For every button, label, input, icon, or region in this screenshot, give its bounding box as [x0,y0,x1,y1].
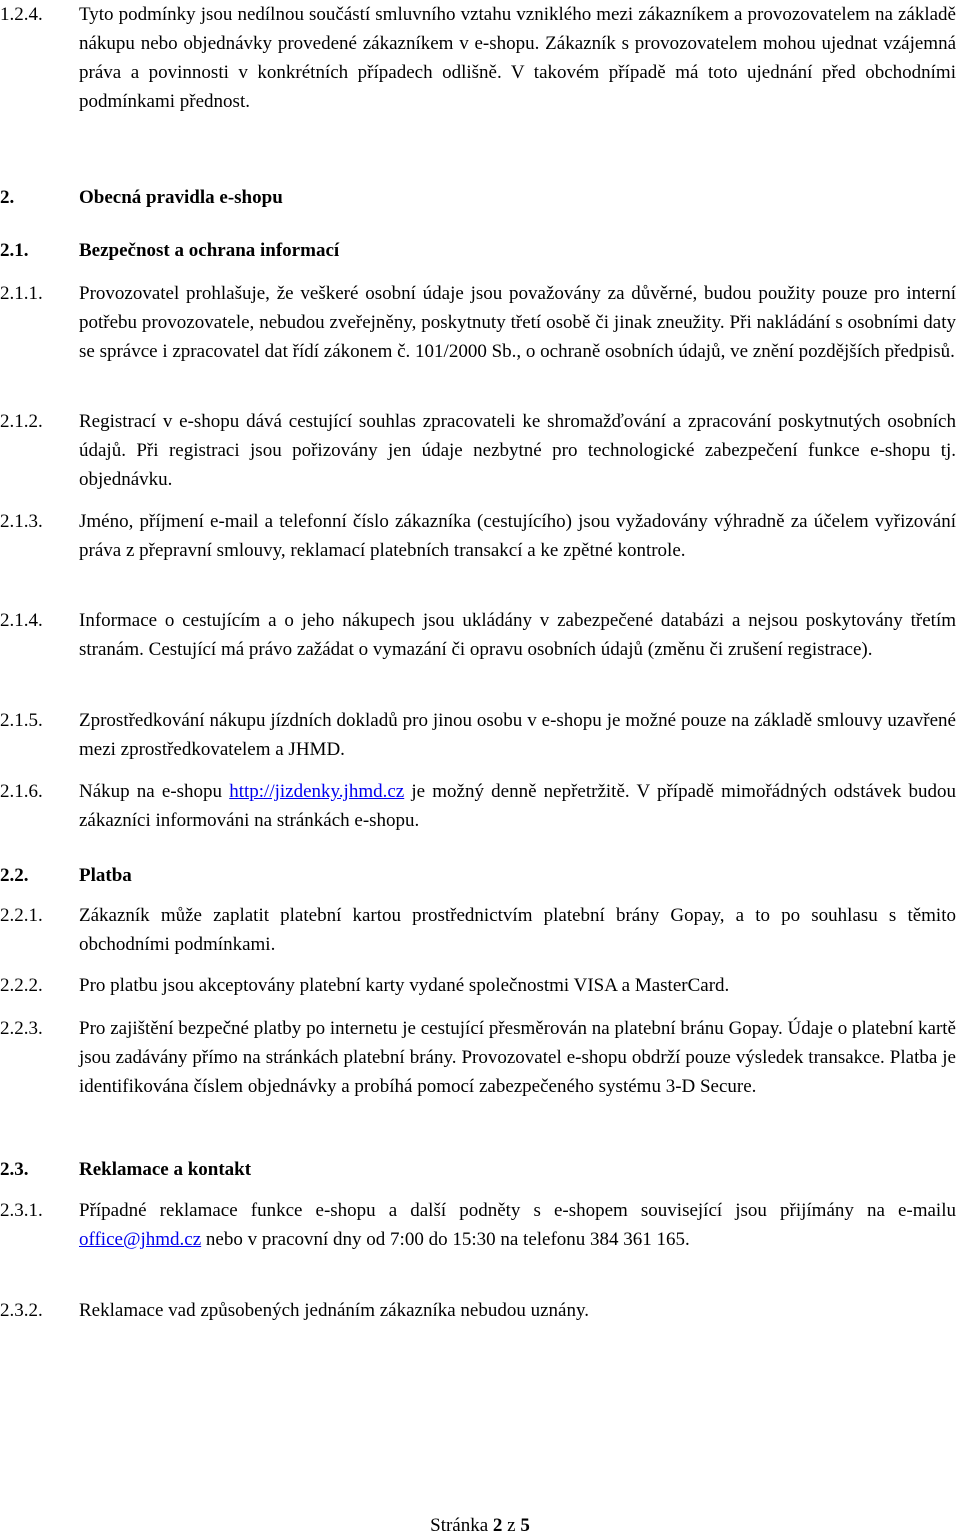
clause-number: 2.2.2. [0,975,43,996]
clause-text [79,777,956,835]
page-label: Stránka [430,1515,489,1536]
clause-number: 2.3.1. [0,1200,43,1221]
section-number: 2.3. [0,1159,29,1180]
clause-2-1-2 [0,407,956,494]
page-total: 5 [520,1515,530,1536]
clause-number: 2.1.3. [0,511,43,532]
eshop-link[interactable]: http://jizdenky.jhmd.cz [229,781,405,802]
clause-text: Pro platbu jsou akceptovány platební karty vydané společnostmi VISA a MasterCard. [79,975,730,996]
clause-text: Registrací v e-shopu dává cestující souhlas zpracovateli ke shromažďování a zpracování poskytnutých osobních údajů. Při registraci jsou pořizovány jen údaje nezbytné pro technologické zabezpečení funkce e-shopu tj. objednávku. [79,411,956,490]
clause-2-2-2 [0,971,956,1000]
clause-2-1-1 [0,279,956,366]
clause-number: 2.2.1. [0,905,43,926]
section-number: 2.2. [0,865,29,886]
page-separator: z [507,1515,516,1536]
clause-number: 2.1.6. [0,781,43,802]
clause-number: 1.2.4. [0,4,43,25]
section-heading-2-3 [0,1155,956,1184]
clause-number: 2.3.2. [0,1300,43,1321]
clause-text: Zákazník může zaplatit platební kartou prostřednictvím platební brány Gopay, a to po souhlasu s těmito obchodními podmínkami. [79,905,956,955]
clause-2-1-4 [0,606,956,664]
section-title: Platba [79,865,132,886]
clause-2-2-3 [0,1014,956,1101]
clause-2-3-2 [0,1296,956,1325]
clause-number: 2.2.3. [0,1018,43,1039]
clause-text [79,1196,956,1254]
page-current: 2 [492,1515,503,1536]
section-number: 2. [0,187,15,208]
clause-2-1-6 [0,777,956,835]
clause-1-2-4 [0,0,956,116]
clause-text-after: nebo v pracovní dny od 7:00 do 15:30 na telefonu 384 361 165. [201,1229,690,1250]
section-heading-2 [0,183,956,212]
clause-2-1-3 [0,507,956,565]
clause-number: 2.1.5. [0,710,43,731]
clause-text: Tyto podmínky jsou nedílnou součástí smluvního vztahu vzniklého mezi zákazníkem a provozovatelem na základě nákupu nebo objednávky provedené zákazníkem v e-shopu. Zákazník s provozovatelem mohou ujednat vzájemná práva a povinnosti v konkrétních případech odlišně. V takovém případě má toto ujednání před obchodními podmínkami přednost. [79,4,956,112]
clause-text-before: Nákup na e-shopu [79,781,230,802]
section-title: Bezpečnost a ochrana informací [79,240,340,261]
clause-text: Jméno, příjmení e-mail a telefonní číslo zákazníka (cestujícího) jsou vyžadovány výhradně za účelem vyřizování práva z přepravní smlouvy, reklamací platebních transakcí a ke zpětné kontrole. [79,511,956,561]
clause-text: Informace o cestujícím a o jeho nákupech jsou ukládány v zabezpečené databázi a nejsou poskytovány třetím stranám. Cestující má právo zažádat o vymazání či opravu osobních údajů (změnu či zrušení registrace). [79,610,956,660]
clause-number: 2.1.1. [0,283,43,304]
clause-2-1-5 [0,706,956,764]
page-footer [0,1514,960,1538]
clause-text-before: Případné reklamace funkce e-shopu a další podněty s e-shopem související jsou přijímány na e-mailu [79,1200,956,1221]
clause-number: 2.1.2. [0,411,43,432]
clause-2-2-1 [0,901,956,959]
section-number: 2.1. [0,240,29,261]
clause-text: Zprostředkování nákupu jízdních dokladů pro jinou osobu v e-shopu je možné pouze na základě smlouvy uzavřené mezi zprostředkovatelem a JHMD. [79,710,956,760]
email-link[interactable]: office@jhmd.cz [79,1229,202,1250]
section-title: Obecná pravidla e-shopu [79,187,283,208]
clause-text: Pro zajištění bezpečné platby po internetu je cestující přesměrován na platební bránu Gopay. Údaje o platební kartě jsou zadávány přímo na stránkách platební brány. Provozovatel e-shopu obdrží pouze výsledek transakce. Platba je identifikována číslem objednávky a probíhá pomocí zabezpečeného systému 3-D Secure. [79,1018,956,1097]
clause-text: Provozovatel prohlašuje, že veškeré osobní údaje jsou považovány za důvěrné, budou použity pouze pro interní potřebu provozovatele, nebudou zveřejněny, poskytnuty třetí osobě či jinak zneužity. Při nakládání s osobními daty se správce i zpracovatel dat řídí zákonem č. 101/2000 Sb., o ochraně osobních údajů, ve znění pozdějších předpisů. [79,283,956,362]
section-heading-2-1 [0,236,956,265]
clause-text: Reklamace vad způsobených jednáním zákazníka nebudou uznány. [79,1300,589,1321]
clause-2-3-1 [0,1196,956,1254]
section-heading-2-2 [0,861,956,890]
section-title: Reklamace a kontakt [79,1159,252,1180]
clause-text-after: je možný denně nepřetržitě. V případě mimořádných odstávek budou zákazníci informováni na stránkách e-shopu. [79,781,956,831]
clause-number: 2.1.4. [0,610,43,631]
